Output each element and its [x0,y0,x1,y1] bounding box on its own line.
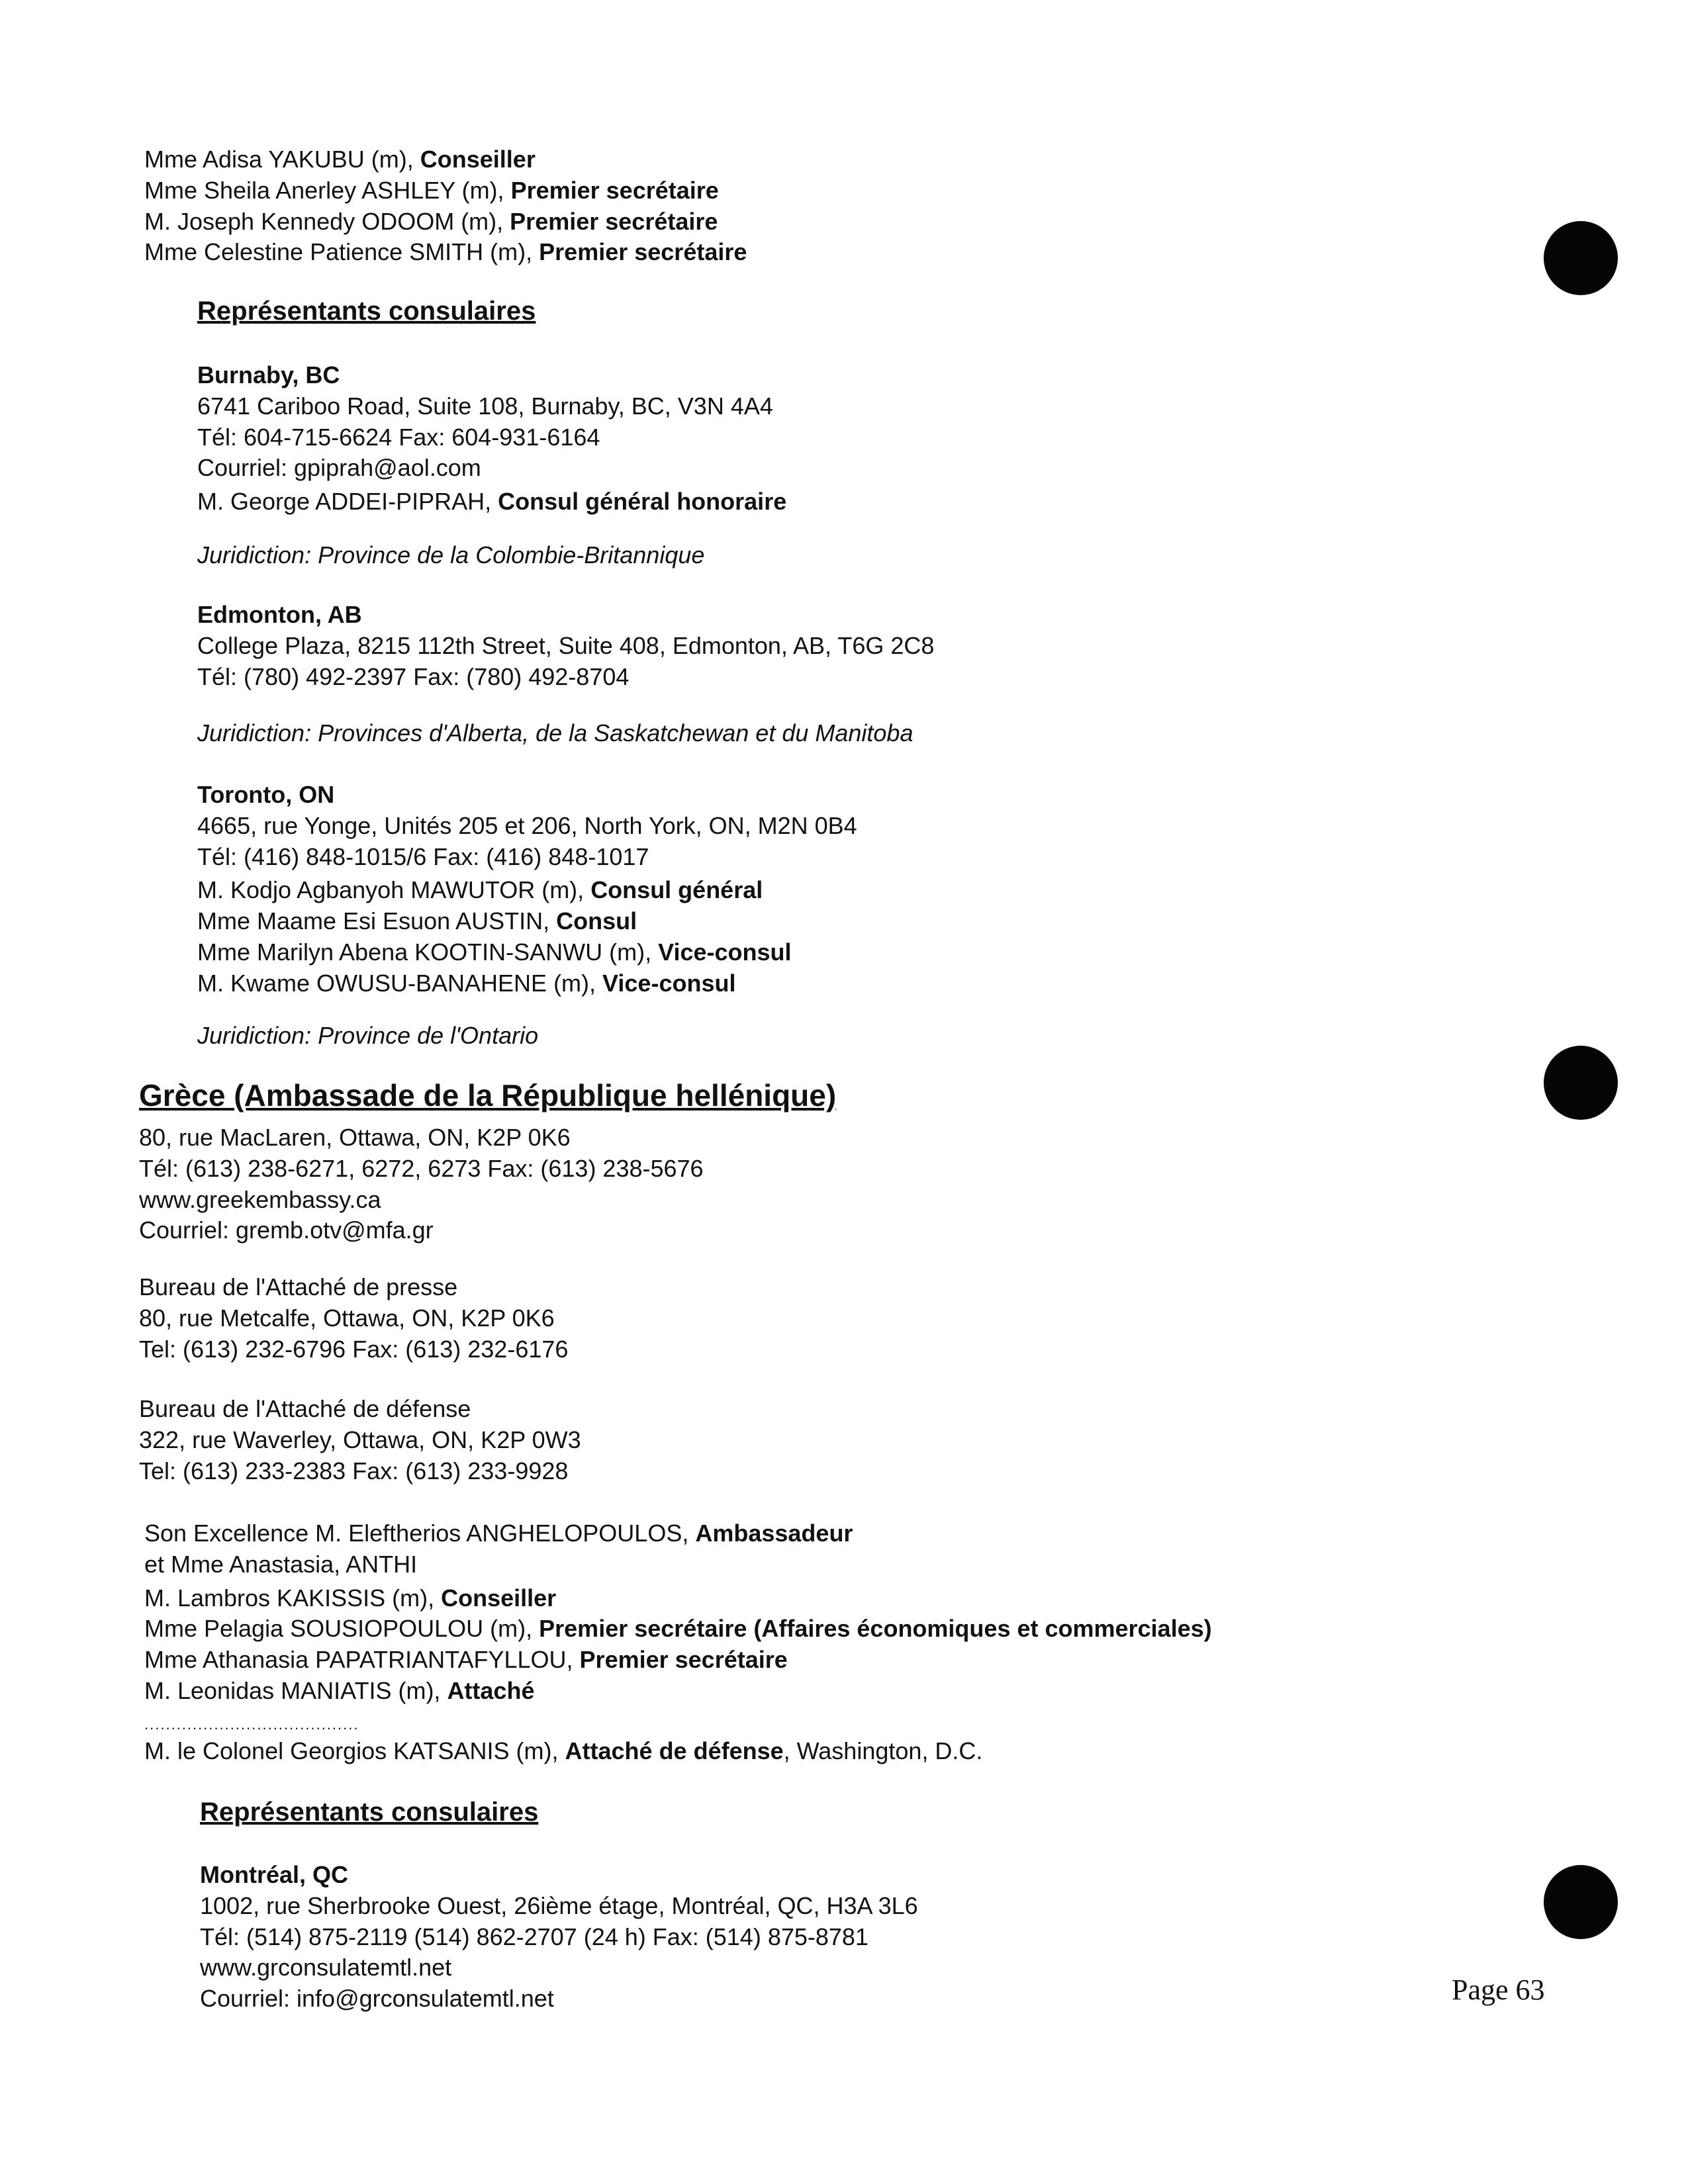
staff-line: M. Kodjo Agbanyoh MAWUTOR (m), Consul général [197,876,763,904]
staff-line: Mme Sheila Anerley ASHLEY (m), Premier secrétaire [144,176,719,204]
ambassador-line: Son Excellence M. Eleftherios ANGHELOPOULOS, Ambassadeur [144,1520,853,1547]
city-name: Burnaby, BC [197,361,340,388]
email: Courriel: gremb.otv@mfa.gr [139,1216,434,1244]
phone-fax: Tél: (613) 238-6271, 6272, 6273 Fax: (613) 238-5676 [139,1154,704,1182]
email: Courriel: info@grconsulatemtl.net [200,1985,554,2013]
consular-heading: Représentants consulaires [197,296,536,326]
staff-line: M. Kwame OWUSU-BANAHENE (m), Vice-consul [197,969,736,997]
binder-hole-top [1544,221,1618,295]
phone-fax: Tél: (780) 492-2397 Fax: (780) 492-8704 [197,662,630,690]
city-name: Edmonton, AB [197,601,362,628]
phone-fax: Tel: (613) 233-2383 Fax: (613) 233-9928 [139,1457,569,1484]
website-link: www.grconsulatemtl.net [200,1954,452,1981]
staff-line: Mme Athanasia PAPATRIANTAFYLLOU, Premier secrétaire [144,1646,788,1674]
jurisdiction: Juridiction: Provinces d'Alberta, de la Saskatchewan et du Manitoba [197,719,914,747]
toronto-office [197,780,857,999]
spouse-line: et Mme Anastasia, ANTHI [144,1550,418,1578]
edmonton-office [197,600,934,692]
page-number: Page 63 [1452,1974,1545,2006]
address: 4665, rue Yonge, Unités 205 et 206, North York, ON, M2N 0B4 [197,811,857,839]
office-name: Bureau de l'Attaché de presse [139,1273,458,1300]
staff-line: M. le Colonel Georgios KATSANIS (m), Attaché de défense, Washington, D.C. [144,1737,983,1765]
website-link: www.greekembassy.ca [139,1185,381,1213]
address: 80, rue MacLaren, Ottawa, ON, K2P 0K6 [139,1124,571,1151]
defense-attache-office [139,1394,581,1486]
staff-line: Mme Celestine Patience SMITH (m), Premier secrétaire [144,238,747,266]
address: 322, rue Waverley, Ottawa, ON, K2P 0W3 [139,1426,581,1453]
staff-line: M. Leonidas MANIATIS (m), Attaché [144,1676,535,1704]
staff-line: Mme Marilyn Abena KOOTIN-SANWU (m), Vice-consul [197,938,792,966]
email: Courriel: gpiprah@aol.com [197,454,481,482]
binder-hole-middle [1544,1046,1618,1120]
dotted-separator: ........................................ [144,1715,359,1733]
phone-fax: Tél: (416) 848-1015/6 Fax: (416) 848-1017 [197,842,649,870]
staff-line: M. George ADDEI-PIPRAH, Consul général honoraire [197,488,787,516]
address: 80, rue Metcalfe, Ottawa, ON, K2P 0K6 [139,1304,555,1332]
staff-line: Mme Maame Esi Esuon AUSTIN, Consul [197,907,637,935]
address: 6741 Cariboo Road, Suite 108, Burnaby, BC, V3N 4A4 [197,392,773,420]
top-staff-list [144,144,747,268]
address: 1002, rue Sherbrooke Ouest, 26ième étage, Montréal, QC, H3A 3L6 [200,1891,918,1919]
address: College Plaza, 8215 112th Street, Suite 408, Edmonton, AB, T6G 2C8 [197,631,935,659]
phone-fax: Tél: 604-715-6624 Fax: 604-931-6164 [197,423,600,451]
jurisdiction: Juridiction: Province de l'Ontario [197,1022,539,1049]
burnaby-office [197,360,786,518]
consular-heading: Représentants consulaires [200,1797,539,1827]
jurisdiction: Juridiction: Province de la Colombie-Britannique [197,541,705,569]
staff-line: M. Joseph Kennedy ODOOM (m), Premier secrétaire [144,207,718,235]
staff-line: Mme Pelagia SOUSIOPOULOU (m), Premier secrétaire (Affaires économiques et commerciales) [144,1615,1212,1643]
binder-hole-bottom [1544,1865,1618,1939]
country-heading: Grèce (Ambassade de la République hellénique) [139,1078,837,1113]
press-attache-office [139,1272,568,1365]
office-name: Bureau de l'Attaché de défense [139,1395,471,1422]
city-name: Montréal, QC [200,1861,349,1888]
embassy-contact [139,1122,704,1246]
greece-staff-list [144,1518,1212,1767]
montreal-office [200,1860,918,2015]
phone-fax: Tél: (514) 875-2119 (514) 862-2707 (24 h) Fax: (514) 875-8781 [200,1923,868,1950]
staff-line: M. Lambros KAKISSIS (m), Conseiller [144,1584,557,1612]
staff-line: Mme Adisa YAKUBU (m), Conseiller [144,146,536,173]
city-name: Toronto, ON [197,781,335,808]
phone-fax: Tel: (613) 232-6796 Fax: (613) 232-6176 [139,1335,569,1363]
